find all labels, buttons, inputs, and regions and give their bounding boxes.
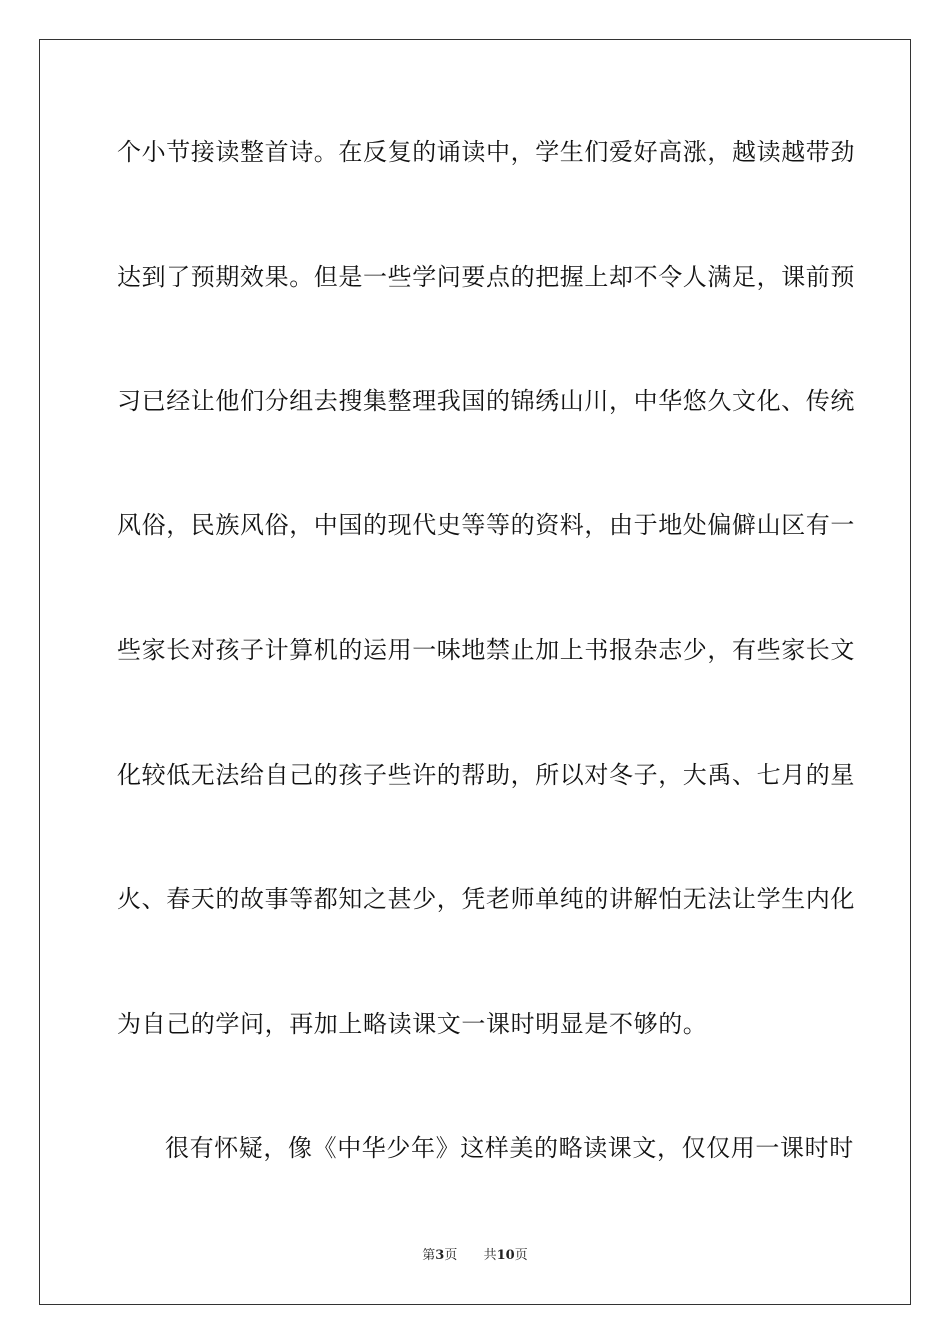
body-text-line: 为自己的学问，再加上略读课文一课时明显是不够的。 bbox=[117, 1010, 708, 1038]
page-number: 3 bbox=[435, 1248, 445, 1263]
body-text-line: 火、春天的故事等都知之甚少，凭老师单纯的讲解怕无法让学生内化 bbox=[117, 885, 855, 913]
body-text-line: 个小节接读整首诗。在反复的诵读中，学生们爱好高涨，越读越带劲 bbox=[117, 138, 855, 166]
total-suffix: 页 bbox=[514, 1248, 528, 1263]
page-prefix: 第 bbox=[422, 1248, 436, 1263]
page-footer bbox=[0, 1248, 950, 1264]
total-prefix: 共 bbox=[483, 1248, 497, 1263]
body-text-line: 风俗，民族风俗，中国的现代史等等的资料，由于地处偏僻山区有一 bbox=[117, 511, 855, 539]
body-text-line: 化较低无法给自己的孩子些许的帮助，所以对冬子，大禹、七月的星 bbox=[117, 761, 855, 789]
body-text-line: 些家长对孩子计算机的运用一味地禁止加上书报杂志少，有些家长文 bbox=[117, 636, 855, 664]
total-pages: 10 bbox=[496, 1248, 515, 1263]
body-text-line: 习已经让他们分组去搜集整理我国的锦绣山川，中华悠久文化、传统 bbox=[117, 387, 855, 415]
body-text-line: 达到了预期效果。但是一些学问要点的把握上却不令人满足，课前预 bbox=[117, 263, 855, 291]
page-suffix: 页 bbox=[444, 1248, 458, 1263]
body-text-line-indented: 很有怀疑，像《中华少年》这样美的略读课文，仅仅用一课时时 bbox=[165, 1134, 854, 1162]
page-border bbox=[39, 39, 911, 1305]
